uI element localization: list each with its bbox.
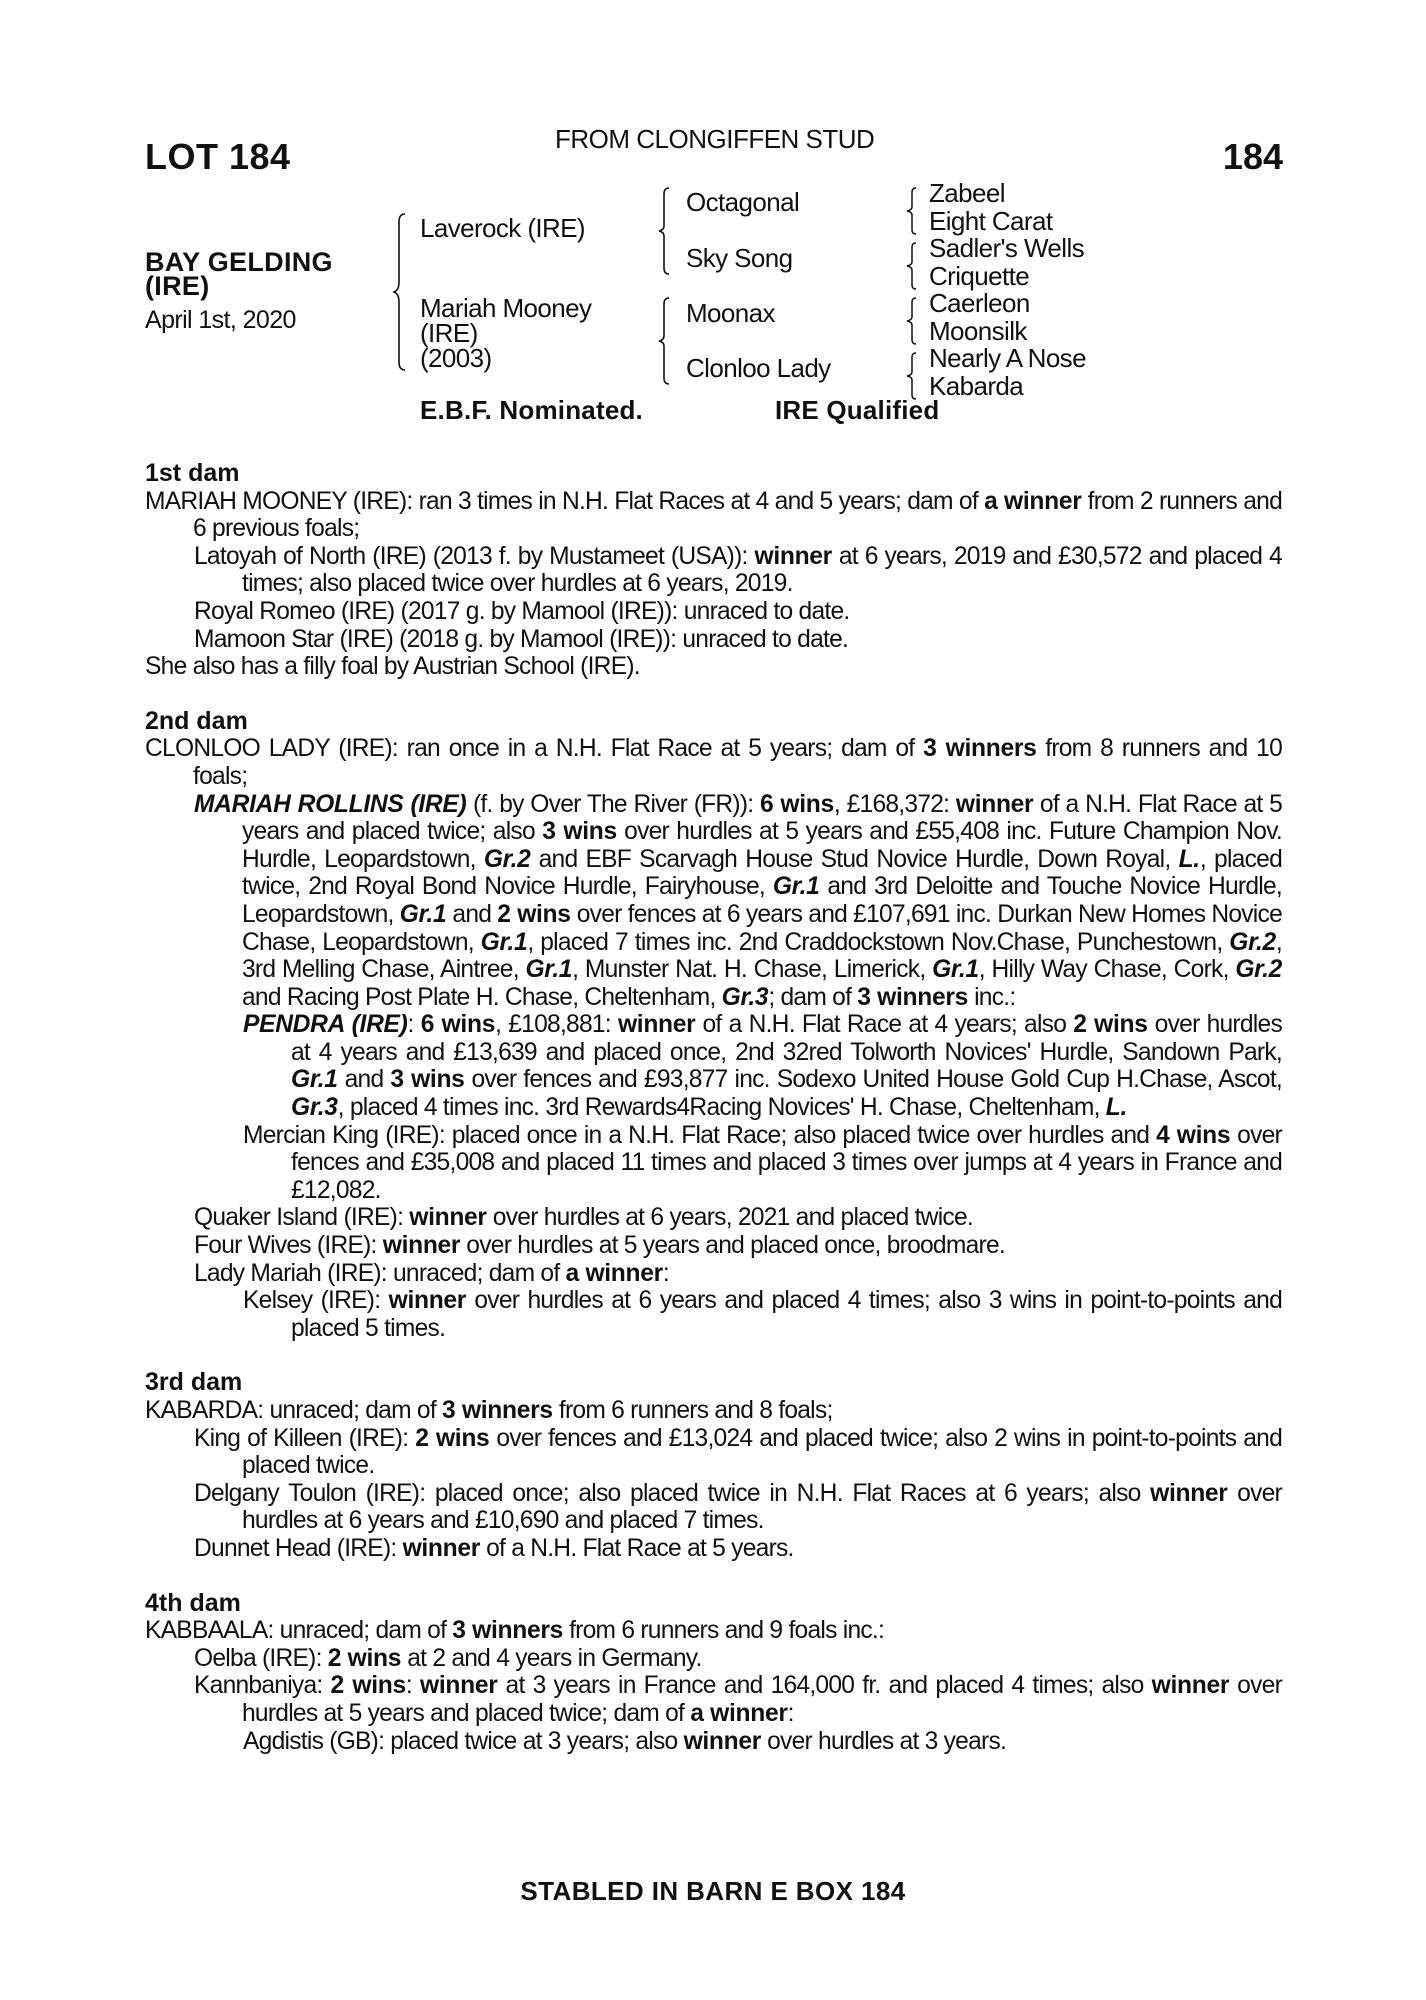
pedigree-entry xyxy=(145,1728,1282,1756)
horse-country: (IRE) xyxy=(145,271,210,301)
dam-country: (IRE) xyxy=(420,318,478,348)
ire-qualified: IRE Qualified xyxy=(775,395,940,425)
text-segment: and 3rd Deloitte and Touche Novice Hurdle, Leopardstown, xyxy=(242,873,1282,928)
ancestor: Sadler's Wells xyxy=(929,233,1085,263)
sire: Laverock (IRE) xyxy=(420,213,585,243)
ebf-nominated: E.B.F. Nominated. xyxy=(420,395,643,425)
pedigree-entry xyxy=(145,1617,1282,1645)
pedigree-entry xyxy=(145,1535,1282,1563)
emphasis-segment: Gr.3 xyxy=(291,1094,338,1122)
text-segment: , placed 7 times inc. 2nd Craddockstown Nov.Chase, Punchestown, xyxy=(527,928,1230,956)
text-segment: , Munster Nat. H. Chase, Limerick, xyxy=(572,956,933,984)
text-segment: Kelsey (IRE): xyxy=(243,1287,389,1315)
pedigree-entry xyxy=(145,791,1282,1012)
bold-segment: winner xyxy=(955,790,1034,818)
bold-segment: 6 wins xyxy=(760,790,834,818)
pedigree-entry xyxy=(145,543,1282,598)
text-segment: KABBAALA: unraced; dam of xyxy=(145,1617,453,1645)
ancestor: Nearly A Nose xyxy=(929,343,1086,373)
text-segment: , 3rd Melling Chase, Aintree, xyxy=(242,928,1282,984)
pedigree-entry xyxy=(145,1011,1282,1121)
horse-sex-colour: BAY GELDING xyxy=(145,247,333,277)
ancestor: Zabeel xyxy=(929,178,1005,208)
emphasis-segment: Gr.1 xyxy=(932,956,979,984)
emphasis-segment: Gr.2 xyxy=(1229,928,1276,956)
emphasis-segment: Gr.1 xyxy=(291,1066,338,1094)
bold-segment: 3 wins xyxy=(542,818,617,846)
bold-segment: 2 wins xyxy=(330,1672,406,1700)
horse-description xyxy=(145,247,333,301)
text-segment: from 8 runners and 10 foals; xyxy=(193,735,1283,790)
emphasis-segment: MARIAH ROLLINS (IRE) xyxy=(194,790,467,818)
bold-segment: winner xyxy=(1150,1479,1228,1507)
text-segment: She also has a filly foal by Austrian School (IRE). xyxy=(145,653,640,681)
sire-dam: Sky Song xyxy=(686,243,793,273)
bold-segment: 2 wins xyxy=(497,900,571,928)
bold-segment: 4 wins xyxy=(1156,1121,1231,1149)
pedigree-entry xyxy=(145,1397,1282,1425)
brace-icon xyxy=(905,351,919,401)
bold-segment: 3 winners xyxy=(923,735,1037,763)
pedigree-entry xyxy=(145,626,1282,654)
bold-segment: a winner xyxy=(690,1699,788,1727)
text-segment: Delgany Toulon (IRE): placed once; also placed twice in N.H. Flat Races at 6 years; also xyxy=(194,1479,1151,1507)
pedigree-entry xyxy=(145,1645,1282,1673)
brace-icon xyxy=(905,241,919,291)
pedigree-entry xyxy=(145,1122,1282,1205)
bold-segment: a winner xyxy=(984,487,1082,515)
text-segment: Mercian King (IRE): placed once in a N.H. Flat Race; also placed twice over hurdles and xyxy=(243,1121,1157,1149)
ancestor: Kabarda xyxy=(929,370,1024,401)
dam-section xyxy=(145,681,1282,1343)
text-segment: over hurdles at 5 years and placed twice; dam of xyxy=(242,1672,1283,1727)
emphasis-segment: Gr.3 xyxy=(721,983,769,1011)
ancestor: Caerleon xyxy=(929,288,1030,318)
text-segment: over fences and £13,024 and placed twice; also 2 wins in point-to-points and placed twice. xyxy=(242,1424,1282,1480)
emphasis-segment: Gr.2 xyxy=(1235,956,1282,984)
bold-segment: 2 wins xyxy=(327,1644,402,1672)
pedigree-entry xyxy=(145,653,1282,681)
bold-segment: 3 wins xyxy=(390,1066,465,1094)
brace-icon xyxy=(905,186,919,236)
emphasis-segment: Gr.1 xyxy=(772,873,820,901)
section-title: 2nd dam xyxy=(145,706,248,735)
brace-icon xyxy=(905,296,919,346)
brace-icon xyxy=(657,296,673,386)
dam xyxy=(420,293,592,373)
text-segment: of a N.H. Flat Race at 5 years and placed twice; also xyxy=(242,790,1283,846)
ancestor: Eight Carat xyxy=(929,205,1053,236)
bold-segment: 2 wins xyxy=(1073,1011,1148,1039)
emphasis-segment: Gr.1 xyxy=(525,956,573,984)
ancestor: Moonsilk xyxy=(929,315,1027,346)
emphasis-segment: PENDRA (IRE) xyxy=(243,1011,408,1039)
bold-segment: winner xyxy=(1151,1672,1230,1700)
pedigree-entry xyxy=(145,1480,1282,1535)
consignor: FROM CLONGIFFEN STUD xyxy=(555,124,875,154)
text-segment: and EBF Scarvagh House Stud Novice Hurdle, Down Royal, xyxy=(530,845,1179,873)
bold-segment: winner xyxy=(388,1287,467,1315)
text-segment: over fences at 6 years and £107,691 inc. Durkan New Homes Novice Chase, Leopardstown, xyxy=(242,900,1282,956)
text-segment: Royal Romeo (IRE) (2017 g. by Mamool (IRE)): unraced to date. xyxy=(194,597,850,625)
pedigree-entry xyxy=(145,488,1282,543)
dam-section xyxy=(145,1342,1282,1562)
text-segment: over hurdles at 6 years and placed 4 times; also 3 wins in point-to-points and placed 5 times. xyxy=(291,1287,1282,1342)
text-segment: King of Killeen (IRE): xyxy=(194,1424,416,1452)
text-segment: Mamoon Star (IRE) (2018 g. by Mamool (IRE)): unraced to date. xyxy=(194,625,849,653)
text-segment: from 6 runners and 8 foals; xyxy=(552,1397,833,1424)
pedigree-entry xyxy=(145,598,1282,626)
text-segment: over hurdles at 5 years and placed once, broodmare. xyxy=(460,1232,1005,1260)
text-segment: at 2 and 4 years in Germany. xyxy=(401,1644,702,1672)
bold-segment: a winner xyxy=(565,1259,663,1287)
pedigree-entry xyxy=(145,1425,1282,1480)
pedigree-entry xyxy=(145,1672,1282,1727)
text-segment: , £168,372: xyxy=(833,790,956,818)
text-segment: , £108,881: xyxy=(495,1011,618,1039)
bold-segment: 2 wins xyxy=(415,1424,490,1452)
text-segment: over fences and £93,877 inc. Sodexo United House Gold Cup H.Chase, Ascot, xyxy=(464,1066,1283,1094)
pedigree-entry xyxy=(145,1287,1282,1342)
third-generation xyxy=(929,180,1086,400)
lot-label: LOT 184 xyxy=(145,136,291,177)
text-segment: over hurdles at 6 years and £10,690 and placed 7 times. xyxy=(242,1479,1282,1535)
emphasis-segment: L. xyxy=(1105,1094,1128,1122)
dam-year: (2003) xyxy=(420,343,492,373)
text-segment: of a N.H. Flat Race at 4 years; also xyxy=(695,1011,1074,1039)
pedigree-notes xyxy=(145,460,1282,1755)
text-segment: : xyxy=(407,1011,421,1039)
text-segment: (f. by Over The River (FR)): xyxy=(466,790,760,818)
sire-sire: Octagonal xyxy=(686,187,800,217)
section-title: 4th dam xyxy=(145,1588,241,1617)
text-segment: Agdistis (GB): placed twice at 3 years; also xyxy=(243,1727,684,1755)
stabling-info: STABLED IN BARN E BOX 184 xyxy=(520,1876,906,1906)
foaling-date: April 1st, 2020 xyxy=(145,306,296,334)
bold-segment: winner xyxy=(754,542,832,570)
bold-segment: winner xyxy=(683,1727,762,1755)
text-segment: , Hilly Way Chase, Cork, xyxy=(978,956,1236,984)
text-segment: Dunnet Head (IRE): xyxy=(194,1534,403,1562)
bold-segment: 3 winners xyxy=(857,983,968,1011)
dam-section xyxy=(145,460,1282,681)
emphasis-segment: L. xyxy=(1178,845,1200,873)
section-title: 3rd dam xyxy=(145,1368,243,1397)
text-segment: Latoyah of North (IRE) (2013 f. by Mustameet (USA)): xyxy=(194,542,755,570)
text-segment: at 3 years in France and 164,000 fr. and placed 4 times; also xyxy=(497,1672,1152,1700)
emphasis-segment: Gr.1 xyxy=(399,900,447,928)
section-gap xyxy=(145,681,1282,708)
text-segment: , placed twice, 2nd Royal Bond Novice Hurdle, Fairyhouse, xyxy=(242,845,1282,901)
text-segment: : xyxy=(787,1699,794,1727)
bold-segment: winner xyxy=(409,1204,487,1232)
text-segment: , placed 4 times inc. 3rd Rewards4Racing Novices' H. Chase, Cheltenham, xyxy=(337,1094,1106,1122)
emphasis-segment: Gr.2 xyxy=(483,845,531,873)
text-segment: KABARDA: unraced; dam of xyxy=(145,1397,443,1424)
pedigree-entry xyxy=(145,1204,1282,1232)
text-segment: over hurdles at 6 years, 2021 and placed twice. xyxy=(486,1204,973,1232)
text-segment: MARIAH MOONEY (IRE): ran 3 times in N.H. Flat Races at 4 and 5 years; dam of xyxy=(145,487,985,515)
text-segment: Four Wives (IRE): xyxy=(194,1232,383,1260)
text-segment: of a N.H. Flat Race at 5 years. xyxy=(480,1534,794,1562)
dam-dam: Clonloo Lady xyxy=(686,353,831,383)
bold-segment: 3 winners xyxy=(452,1617,563,1645)
text-segment: CLONLOO LADY (IRE): ran once in a N.H. Flat Race at 5 years; dam of xyxy=(145,735,924,763)
text-segment: over hurdles at 4 years and £13,639 and placed once, 2nd 32red Tolworth Novices' Hurdle, Sandown Park, xyxy=(291,1011,1282,1066)
bold-segment: 6 wins xyxy=(420,1011,496,1039)
text-segment: Quaker Island (IRE): xyxy=(194,1204,410,1232)
text-segment: over hurdles at 5 years and £55,408 inc. Future Champion Nov. Hurdle, Leopardstown, xyxy=(242,818,1283,873)
ancestor: Criquette xyxy=(929,260,1030,291)
text-segment: and Racing Post Plate H. Chase, Cheltenham, xyxy=(242,983,722,1011)
text-segment: : xyxy=(662,1259,669,1287)
bold-segment: winner xyxy=(402,1534,481,1562)
bold-segment: winner xyxy=(382,1232,461,1260)
text-segment: and xyxy=(337,1066,391,1094)
section-gap xyxy=(145,1563,1282,1590)
text-segment: from 2 runners and 6 previous foals; xyxy=(193,487,1283,543)
section-title: 1st dam xyxy=(145,459,240,487)
bold-segment: 3 winners xyxy=(442,1397,553,1424)
section-gap xyxy=(145,1342,1282,1369)
dam-sire: Moonax xyxy=(686,298,775,328)
text-segment: from 6 runners and 9 foals inc.: xyxy=(562,1617,885,1645)
text-segment: Kannbaniya: xyxy=(194,1672,331,1700)
text-segment: over fences and £35,008 and placed 11 times and placed 3 times over jumps at 4 years in France and £12,082. xyxy=(291,1121,1282,1204)
text-segment: Lady Mariah (IRE): unraced; dam of xyxy=(194,1259,566,1287)
emphasis-segment: Gr.1 xyxy=(480,928,528,956)
dam-name: Mariah Mooney xyxy=(420,293,592,323)
text-segment: Oelba (IRE): xyxy=(194,1644,328,1672)
text-segment: inc.: xyxy=(968,983,1016,1011)
pedigree-entry xyxy=(145,1232,1282,1260)
lot-number: 184 xyxy=(1222,136,1283,177)
pedigree-entry xyxy=(145,735,1282,790)
pedigree-entry xyxy=(145,1260,1282,1288)
brace-icon xyxy=(657,186,673,276)
text-segment: ; dam of xyxy=(768,983,858,1011)
bold-segment: winner xyxy=(420,1672,498,1700)
brace-icon xyxy=(393,212,409,372)
text-segment: : xyxy=(405,1672,421,1700)
text-segment: at 6 years, 2019 and £30,572 and placed 4 times; also placed twice over hurdles at 6 years, 2019. xyxy=(242,542,1282,598)
text-segment: and xyxy=(446,900,498,928)
text-segment: over hurdles at 3 years. xyxy=(761,1727,1007,1755)
bold-segment: winner xyxy=(617,1011,696,1039)
dam-section xyxy=(145,1563,1282,1756)
